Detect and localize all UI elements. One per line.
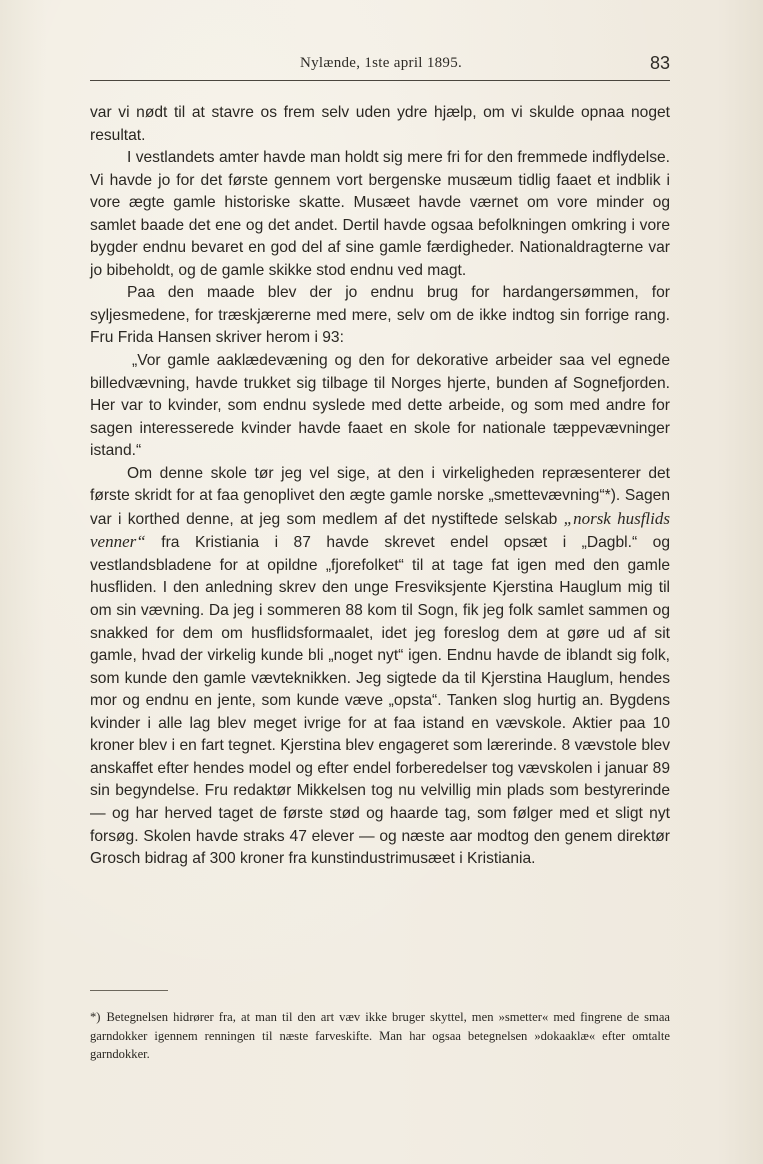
paragraph-vestlandets-amter: I vestlandets amter havde man holdt sig mere fri for den fremmede indflydelse. Vi havde jo for det første gennem vort bergenske musæum tidlig faaet et indblik i vore ægte gamle historiske skatte. Musæet havde værnet om vore minder og samlet baade det ene og det andet. Dertil havde ogsaa befolkningen omkring i vore bygder endnu bevaret en god del af sine gamle færdigheder. Nationaldragterne var jo bibeholdt, og de gamle skikke stod endnu ved magt. [90,149,670,279]
footnote-divider [90,990,168,991]
footnote-mark: *) [90,1010,101,1024]
society-name: „norsk husflids venner“ [90,508,670,552]
paragraph-vaevskole-part-2: fra Kristiania i 87 havde skrevet endel opsæt i „Dagbl.“ og vestlandsbladene for at opildne „fjorefolket“ til at tage fat igen med den gamle husfliden. I den anledning skrev den unge Fresviksjente Kjerstina Hauglum mig til om sin vævning. Da jeg i sommeren 88 kom til Sogn, fik jeg folk samlet sammen og snakked for dem om husflidsformaalet, idet jeg foreslog dem at gøre ud af sit gamle, hvad der virkelig kunde bli „noget nyt“ igen. Endnu havde de iblandt sig folk, som kunde den gamle vævteknikken. Jeg sigtede da til Kjerstina Hauglum, hendes mor og endnu en jente, som kunde væve „opsta“. Tanken slog hurtig an. Bygdens kvinder i alle lag blev meget ivrige for at faa istand en vævskole. Aktier paa 10 kroner blev i en fart tegnet. Kjerstina blev engageret som lærerinde. 8 vævstole blev anskaffet efter hendes model og efter endel forberedelser tog vævskolen i januar 89 sin begyndelse. Fru redaktør Mikkelsen tog nu velvillig min plads som bestyrerinde — og har herved taget de første stød og haarde tag, som følger med et sligt nyt forsøg. Skolen havde straks 47 elever — og næste aar modtog den genem direktør Grosch bidrag af 300 kroner fra kunstindustrimusæet i Kristiania. [90,534,670,868]
paragraph-quote-frida-hansen: „Vor gamle aaklædevæning og den for dekorative arbeider saa vel egnede billedvævning, havde trukket sig tilbage til Norges hjerte, bunden af Sognefjorden. Her var to kvinder, som endnu syslede med dette arbeide, og som med andre for sagen interesserede kvinder havde faaet en skole for nationale tæppevævninger istand.“ [90,352,670,460]
footnote-text: Betegnelsen hidrører fra, at man til den art væv ikke bruger skyttel, men »smetter« med fingrene de smaa garndokker igennem renningen til næste farveskifte. Man har ogsaa betegnelsen »dokaaklæ« efter omtalte garndokker. [90,1010,670,1062]
body-text [90,102,670,871]
paragraph-hardangersommen: Paa den maade blev der jo endnu brug for hardangersømmen, for syljesmedene, for træskjærerne med mere, selv om de ikke indtog sin forrige rang. Fru Frida Hansen skriver herom i 93: [90,284,670,347]
page-header [90,52,670,81]
page-number: 83 [649,53,670,73]
running-head: Nylænde, 1ste april 1895. [300,55,463,71]
paragraph-continuation: var vi nødt til at stavre os frem selv uden ydre hjælp, om vi skulde opnaa noget resultat. [90,104,670,144]
paragraph-vaevskole-part-1: Om denne skole tør jeg vel sige, at den i virkeligheden repræsenterer det første skridt for at faa genoplivet den ægte gamle norske „smettevævning“*). Sagen var i korthed denne, at jeg som medlem af det nystiftede selskab [90,464,670,528]
footnote [90,1008,670,1064]
paragraph-vaevskole [90,463,670,871]
